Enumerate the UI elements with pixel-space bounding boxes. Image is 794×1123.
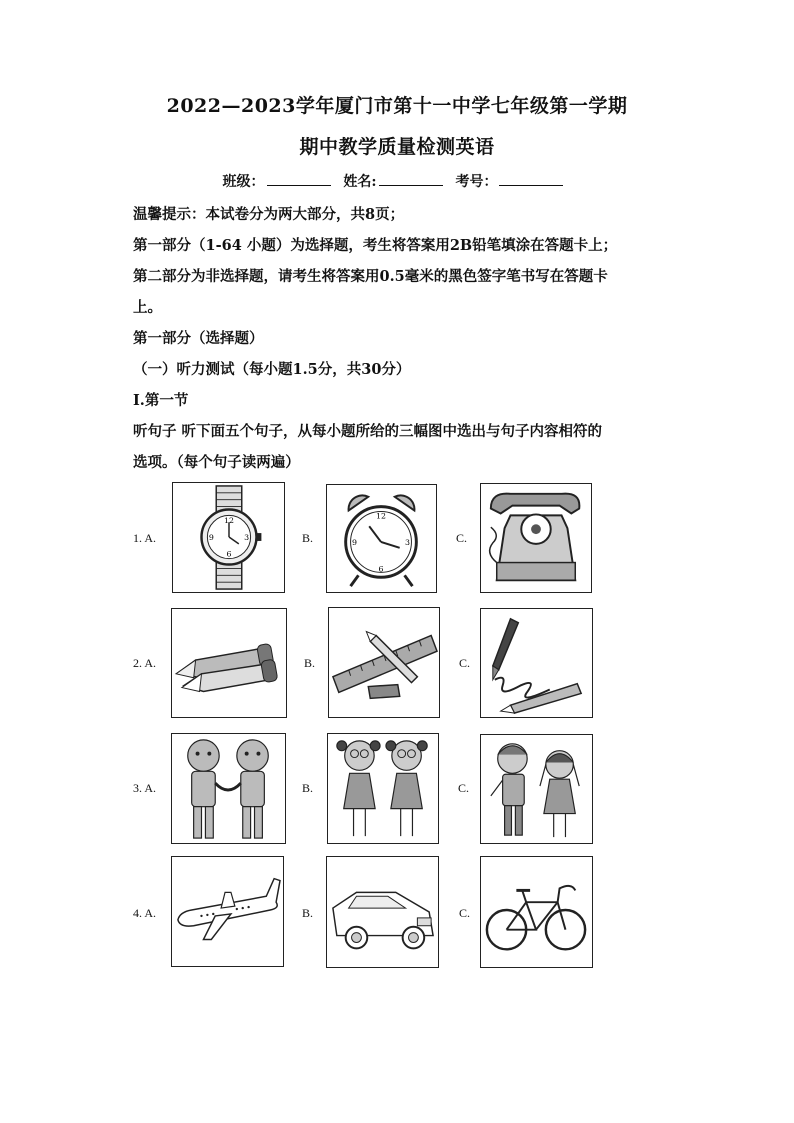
two-boys-image[interactable]	[171, 733, 286, 844]
svg-text:9: 9	[352, 537, 358, 547]
svg-text:12: 12	[376, 511, 387, 521]
two-girls-image[interactable]	[327, 733, 439, 844]
airplane-icon	[172, 857, 283, 966]
svg-text:3: 3	[244, 532, 250, 542]
question-2-label: 2. A.	[133, 656, 157, 670]
question-4-option-b-label: B.	[302, 906, 314, 920]
number-blank[interactable]	[499, 171, 563, 186]
svg-text:6: 6	[378, 564, 384, 574]
bicycle-image[interactable]	[480, 856, 593, 968]
telephone-image[interactable]	[480, 483, 592, 593]
svg-text:9: 9	[208, 532, 214, 542]
question-1-option-b-label: B.	[302, 531, 314, 545]
number-label: 考号：	[455, 174, 498, 190]
airplane-image[interactable]	[171, 856, 284, 967]
pen-icon	[481, 609, 592, 717]
boy-and-girl-image[interactable]	[480, 734, 593, 844]
question-1-label: 1. A.	[133, 531, 157, 545]
exam-title-line1: 2022—2023学年厦门市第十一中学七年级第一学期	[166, 95, 628, 117]
part1-title: 第一部分（选择题）	[133, 330, 264, 347]
telephone-icon	[481, 484, 591, 592]
car-image[interactable]	[326, 856, 439, 968]
svg-text:3: 3	[405, 537, 411, 547]
name-label: 姓名:	[343, 174, 377, 190]
alarm-clock-icon	[327, 485, 436, 592]
wristwatch-image[interactable]	[172, 482, 285, 593]
ruler-icon	[329, 608, 439, 717]
listening-title: （一）听力测试（每小题1.5分，共30分）	[133, 361, 411, 378]
class-label: 班级：	[222, 174, 265, 190]
question-2-option-c-label: C.	[459, 656, 471, 670]
two-boys-icon	[172, 734, 285, 843]
ruler-pencil-eraser-image[interactable]	[328, 607, 440, 718]
question-3-option-b-label: B.	[302, 781, 314, 795]
pencils-icon	[172, 609, 286, 717]
tip-line: 温馨提示：本试卷分为两大部分，共8页；	[133, 206, 405, 223]
part1-description: 第一部分（1-64 小题）为选择题，考生将答案用2B铅笔填涂在答题卡上；	[133, 237, 618, 254]
boy-and-girl-icon	[481, 735, 592, 843]
question-1-option-c-label: C.	[456, 531, 468, 545]
svg-text:6: 6	[226, 549, 232, 559]
exam-title-line2: 期中教学质量检测英语	[299, 136, 495, 158]
question-3-label: 3. A.	[133, 781, 157, 795]
part2-description-a: 第二部分为非选择题，请考生将答案用0.5毫米的黑色签字笔书写在答题卡	[133, 268, 608, 285]
car-icon	[327, 857, 438, 967]
svg-text:12: 12	[223, 516, 234, 526]
directions-b: 选项。（每个句子读两遍）	[133, 454, 300, 471]
class-blank[interactable]	[267, 171, 331, 186]
name-blank[interactable]	[379, 171, 443, 186]
question-4-option-c-label: C.	[459, 906, 471, 920]
two-girls-icon	[328, 734, 438, 843]
question-4-label: 4. A.	[133, 906, 157, 920]
wristwatch-icon	[173, 483, 284, 592]
part2-description-b: 上。	[133, 299, 162, 316]
pen-pencil-image[interactable]	[480, 608, 593, 718]
bicycle-icon	[481, 857, 592, 967]
section1-title: Ⅰ.第一节	[133, 392, 189, 409]
directions-a: 听句子 听下面五个句子，从每小题所给的三幅图中选出与句子内容相符的	[133, 423, 603, 440]
alarm-clock-image[interactable]	[326, 484, 437, 593]
student-info-row	[0, 171, 794, 191]
pencils-image[interactable]	[171, 608, 287, 718]
question-2-option-b-label: B.	[304, 656, 316, 670]
question-3-option-c-label: C.	[458, 781, 470, 795]
